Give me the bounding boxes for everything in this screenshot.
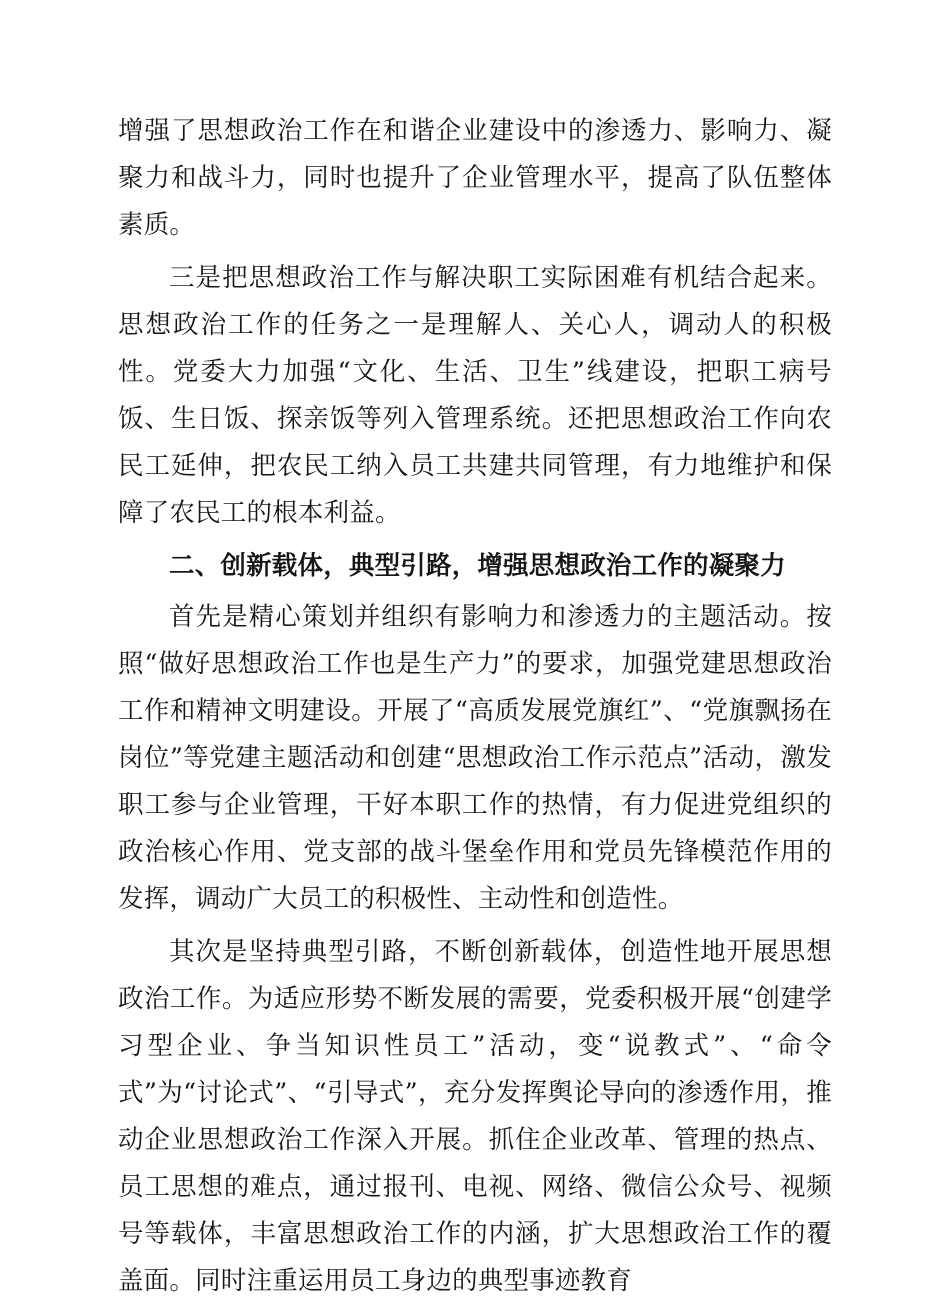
section-heading-two: 二、创新载体，典型引路，增强思想政治工作的凝聚力 [169,551,786,581]
document-body [118,108,832,1305]
paragraph-second-point: 其次是坚持典型引路，不断创新载体，创造性地开展思想政治工作。为适应形势不断发展的需要，党委积极开展“创建学习型企业、争当知识性员工”活动，变“说教式”、“命令式”为“讨论式”、“引导式”，充分发挥舆论导向的渗透作用，推动企业思想政治工作深入开展。抓住企业改革、管理的热点、员工思想的难点，通过报刊、电视、网络、微信公众号、视频号等载体，丰富思想政治工作的内涵，扩大思想政治工作的覆盖面。同时注重运用员工身边的典型事迹教育 [118,937,832,1296]
paragraph-continuation: 增强了思想政治工作在和谐企业建设中的渗透力、影响力、凝聚力和战斗力，同时也提升了企业管理水平，提高了队伍整体素质。 [118,116,832,240]
paragraph-first-point: 首先是精心策划并组织有影响力和渗透力的主题活动。按照“做好思想政治工作也是生产力”的要求，加强党建思想政治工作和精神文明建设。开展了“高质发展党旗红”、“党旗飘扬在岗位”等党建主题活动和创建“思想政治工作示范点”活动，激发职工参与企业管理，干好本职工作的热情，有力促进党组织的政治核心作用、党支部的战斗堡垒作用和党员先锋模范作用的发挥，调动广大员工的积极性、主动性和创造性。 [118,602,832,914]
paragraph-point-three: 三是把思想政治工作与解决职工实际困难有机结合起来。思想政治工作的任务之一是理解人、关心人，调动人的积极性。党委大力加强“文化、生活、卫生”线建设，把职工病号饭、生日饭、探亲饭等列入管理系统。还把思想政治工作向农民工延伸，把农民工纳入员工共建共同管理，有力地维护和保障了农民工的根本利益。 [118,263,832,528]
